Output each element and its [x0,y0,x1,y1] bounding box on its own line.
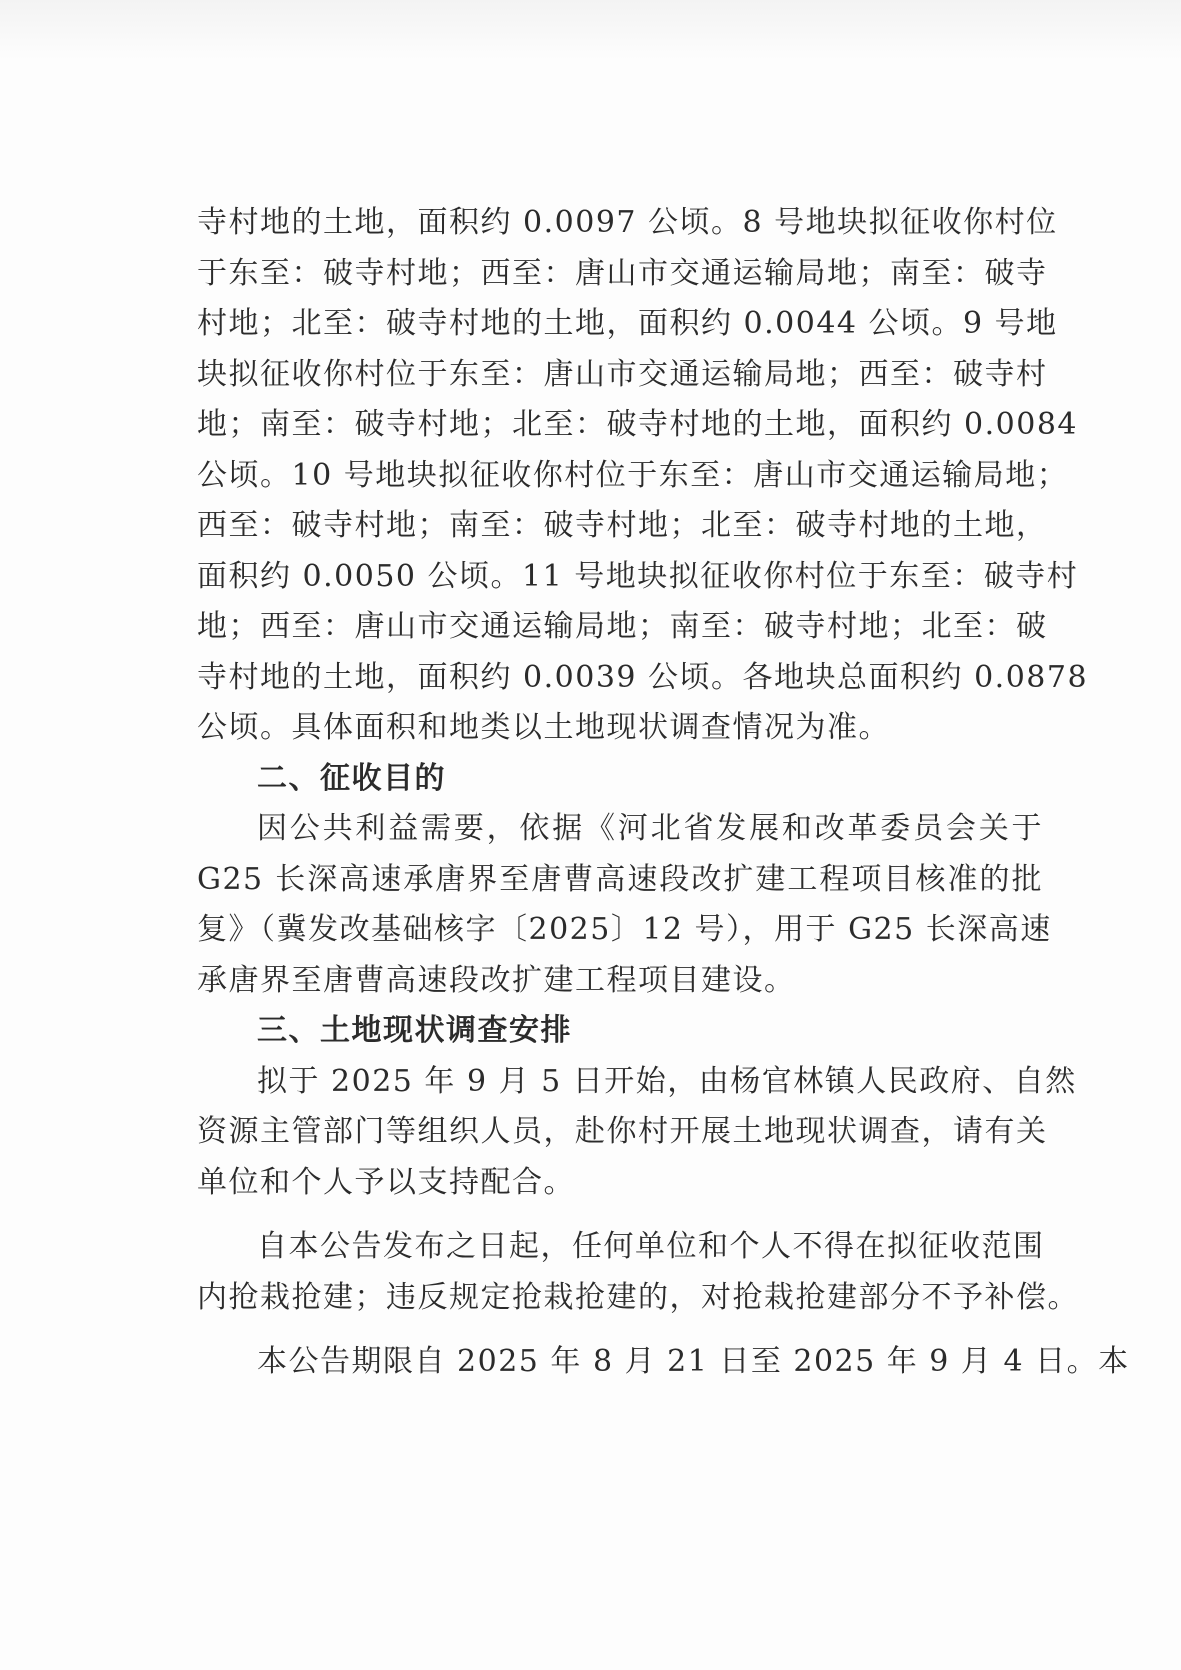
text-line: 寺村地的土地，面积约 0.0039 公顷。各地块总面积约 0.0878 [197,659,1089,695]
paragraph-no-rush-planting [197,1222,1079,1323]
paragraph-gap [197,1208,1043,1222]
paragraph-survey [197,1057,1077,1209]
text-line: 单位和个人予以支持配合。 [197,1164,575,1200]
text-line: 村地；北至：破寺村地的土地，面积约 0.0044 公顷。9 号地 [197,306,1058,341]
paragraph-plot-boundaries [197,198,1089,754]
document-body [197,198,1130,1388]
text-line: 寺村地的土地，面积约 0.0097 公顷。8 号地块拟征收你村位 [197,205,1058,240]
text-line: 复》（冀发改基础核字〔2025〕12 号），用于 G25 长深高速 [197,912,1052,947]
text-line: 资源主管部门等组织人员，赴你村开展土地现状调查，请有关 [197,1114,1048,1149]
text-line: 自本公告发布之日起，任何单位和个人不得在拟征收范围 [257,1229,1045,1264]
text-line: 西至：破寺村地；南至：破寺村地；北至：破寺村地的土地， [197,508,1048,543]
text-line: 本公告期限自 2025 年 8 月 21 日至 2025 年 9 月 4 日。本 [257,1344,1130,1379]
text-line: 拟于 2025 年 9 月 5 日开始，由杨官林镇人民政府、自然 [257,1063,1077,1099]
text-line: 公顷。具体面积和地类以土地现状调查情况为准。 [197,710,890,745]
text-line: 地；南至：破寺村地；北至：破寺村地的土地，面积约 0.0084 [197,407,1079,442]
section-heading-survey: 三、土地现状调查安排 [257,1013,572,1048]
paragraph-notice-period [197,1337,1130,1388]
text-line: 公顷。10 号地块拟征收你村位于东至：唐山市交通运输局地； [197,457,1069,493]
section-heading-purpose: 二、征收目的 [257,760,446,796]
text-line: G25 长深高速承唐界至唐曹高速段改扩建工程项目核准的批 [197,861,1043,897]
text-line: 承唐界至唐曹高速段改扩建工程项目建设。 [197,962,796,998]
paragraph-gap [197,1323,1043,1337]
text-line: 地；西至：唐山市交通运输局地；南至：破寺村地；北至：破 [197,609,1048,644]
text-line: 因公共利益需要，依据《河北省发展和改革委员会关于 [257,811,1043,846]
text-line: 于东至：破寺村地；西至：唐山市交通运输局地；南至：破寺 [197,255,1048,291]
paragraph-purpose [197,804,1052,1006]
text-line: 块拟征收你村位于东至：唐山市交通运输局地；西至：破寺村 [197,356,1048,392]
scan-shadow [0,0,1181,60]
text-line: 面积约 0.0050 公顷。11 号地块拟征收你村位于东至：破寺村 [197,558,1079,594]
text-line: 内抢栽抢建；违反规定抢栽抢建的，对抢栽抢建部分不予补偿。 [197,1279,1079,1315]
